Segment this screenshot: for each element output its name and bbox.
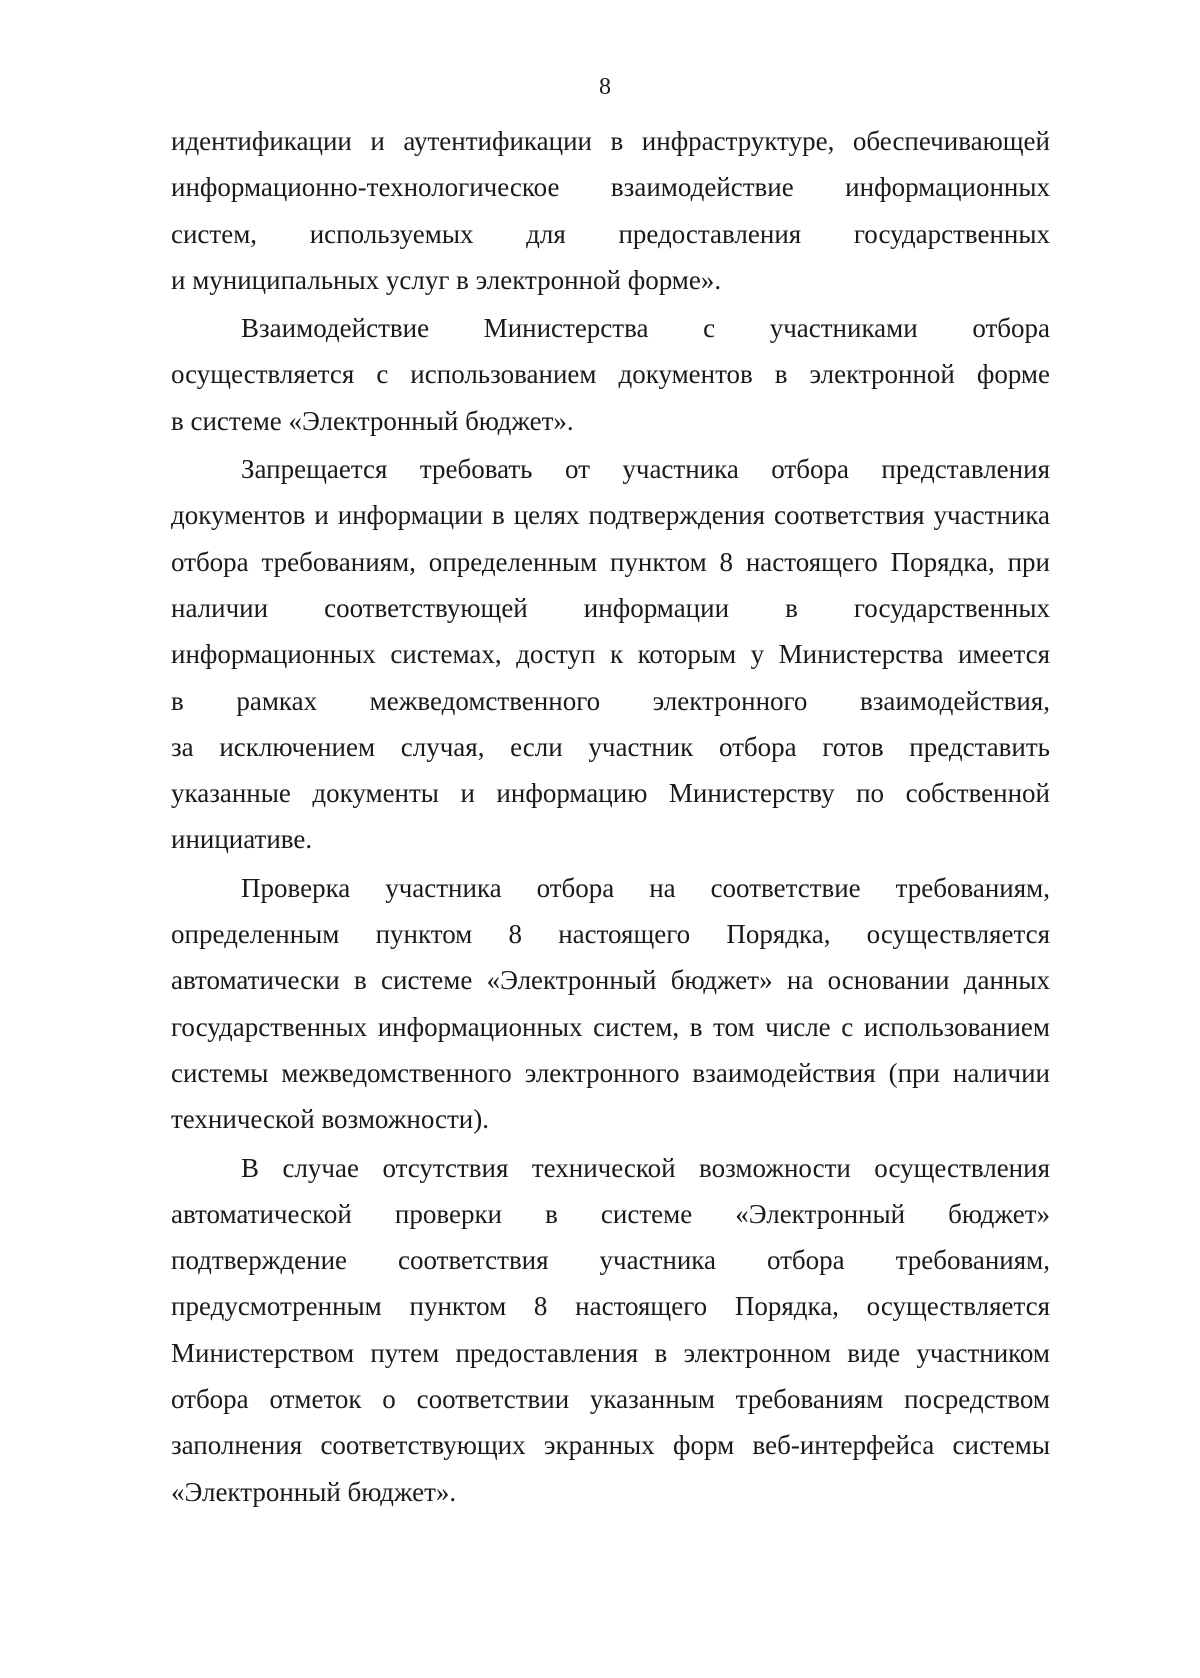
text-line: наличии соответствующей информации в государственных bbox=[171, 592, 1050, 623]
text-line: за исключением случая, если участник отбора готов представить bbox=[171, 731, 1050, 762]
text-line: в рамках межведомственного электронного взаимодействия, bbox=[171, 685, 1050, 716]
page-number: 8 bbox=[599, 74, 611, 100]
text-line: Министерством путем предоставления в электронном виде участником bbox=[171, 1337, 1050, 1368]
document-body bbox=[171, 118, 1050, 1515]
text-line: автоматической проверки в системе «Электронный бюджет» bbox=[171, 1198, 1050, 1229]
text-line: в системе «Электронный бюджет». bbox=[171, 405, 574, 436]
text-line: заполнения соответствующих экранных форм веб-интерфейса системы bbox=[171, 1430, 1050, 1461]
text-line: осуществляется с использованием документов в электронной форме bbox=[171, 359, 1050, 390]
text-line: документов и информации в целях подтверждения соответствия участника bbox=[171, 500, 1050, 531]
text-line: указанные документы и информацию Министерству по собственной bbox=[171, 778, 1050, 809]
text-line: отбора отметок о соответствии указанным требованиям посредством bbox=[171, 1384, 1050, 1415]
text-line: подтверждение соответствия участника отбора требованиям, bbox=[171, 1245, 1050, 1276]
text-line: систем, используемых для предоставления государственных bbox=[171, 218, 1050, 249]
text-line: и муниципальных услуг в электронной форме». bbox=[171, 264, 722, 295]
text-line: информационно-технологическое взаимодействие информационных bbox=[171, 172, 1050, 203]
text-line: В случае отсутствия технической возможности осуществления bbox=[241, 1152, 1050, 1183]
text-line: Запрещается требовать от участника отбора представления bbox=[241, 454, 1050, 485]
text-line: предусмотренным пунктом 8 настоящего Порядка, осуществляется bbox=[171, 1291, 1050, 1322]
text-line: Взаимодействие Министерства с участниками отбора bbox=[241, 313, 1050, 344]
text-line: Проверка участника отбора на соответствие требованиям, bbox=[241, 872, 1050, 903]
text-line: инициативе. bbox=[171, 824, 313, 855]
text-line: системы межведомственного электронного взаимодействия (при наличии bbox=[171, 1057, 1050, 1088]
text-line: идентификации и аутентификации в инфраструктуре, обеспечивающей bbox=[171, 126, 1050, 156]
text-line: технической возможности). bbox=[171, 1104, 490, 1135]
text-line: информационных системах, доступ к которым у Министерства имеется bbox=[171, 639, 1050, 670]
text-line: государственных информационных систем, в том числе с использованием bbox=[171, 1011, 1050, 1042]
text-line: отбора требованиям, определенным пунктом 8 настоящего Порядка, при bbox=[171, 546, 1050, 577]
text-line: «Электронный бюджет». bbox=[171, 1476, 457, 1507]
text-line: определенным пунктом 8 настоящего Порядка, осуществляется bbox=[171, 919, 1050, 950]
text-line: автоматически в системе «Электронный бюджет» на основании данных bbox=[171, 965, 1050, 996]
